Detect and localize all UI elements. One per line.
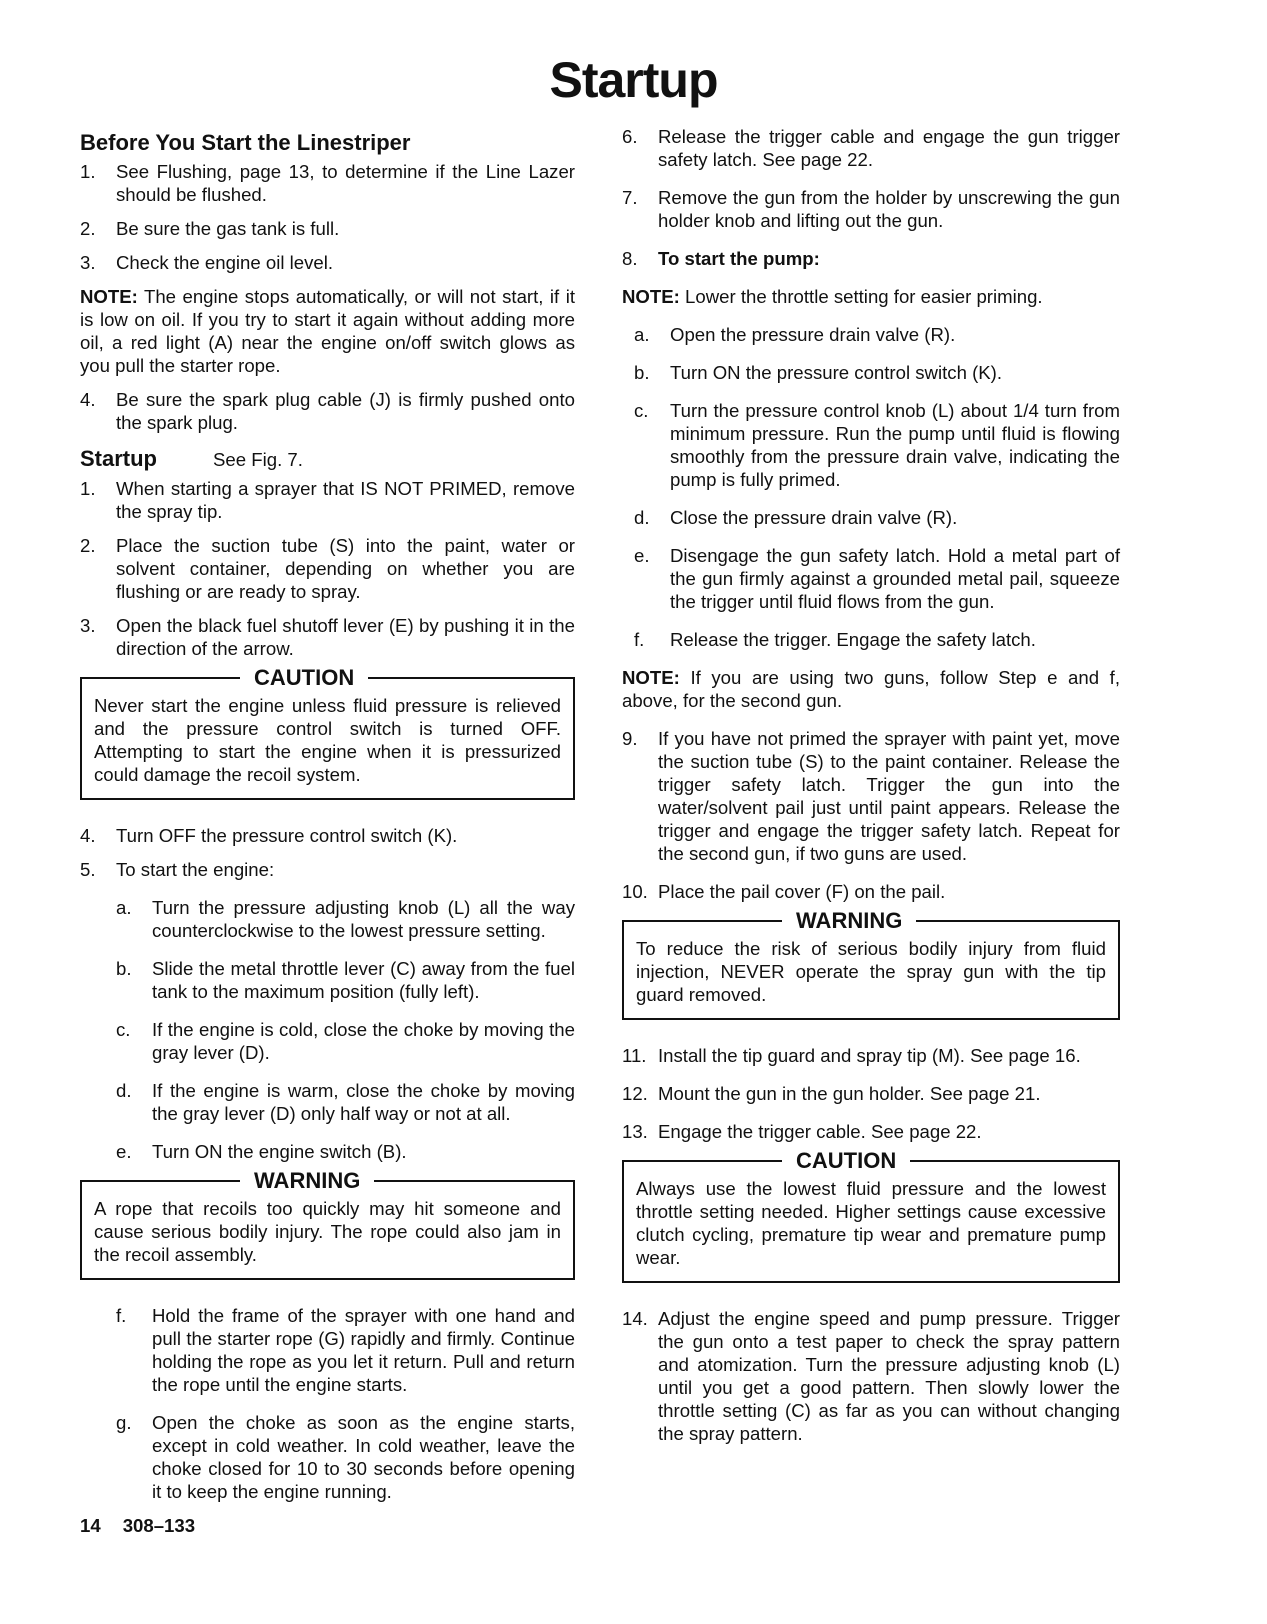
warning-label: WARNING bbox=[782, 909, 916, 933]
list-item: 11. Install the tip guard and spray tip (M). See page 16. bbox=[622, 1045, 1081, 1066]
caution-box bbox=[622, 1148, 1120, 1283]
list-item: 10. Place the pail cover (F) on the pail. bbox=[622, 881, 946, 902]
sub-item: e. Turn ON the engine switch (B). bbox=[116, 1141, 407, 1162]
sub-item: c. If the engine is cold, close the choke by moving the gray lever (D). bbox=[116, 1019, 575, 1063]
list-item: 6. Release the trigger cable and engage the gun trigger safety latch. See page 22. bbox=[622, 126, 1120, 170]
list-item: 1. When starting a sprayer that IS NOT PRIMED, remove the spray tip. bbox=[80, 478, 575, 522]
list-item: 9. If you have not primed the sprayer with paint yet, move the suction tube (S) to the paint container. Release the trigger safety latch. Trigger the gun into the water/solvent pail just until paint appears. Release the trigger and engage the trigger safety latch. Repeat for the second gun, if two guns are used. bbox=[622, 728, 1120, 864]
caution-label: CAUTION bbox=[782, 1149, 910, 1173]
list-item: 8. To start the pump: bbox=[622, 248, 820, 269]
sub-item: c. Turn the pressure control knob (L) about 1/4 turn from minimum pressure. Run the pump until fluid is flowing smoothly from the pressure drain valve, indicating the pump is fully primed. bbox=[634, 400, 1120, 490]
sub-item: a. Open the pressure drain valve (R). bbox=[634, 324, 956, 345]
list-item: 13. Engage the trigger cable. See page 22. bbox=[622, 1121, 982, 1142]
sub-item: f. Release the trigger. Engage the safety latch. bbox=[634, 629, 1036, 650]
list-item: 4. Turn OFF the pressure control switch (K). bbox=[80, 825, 458, 846]
list-item: 2. Be sure the gas tank is full. bbox=[80, 218, 340, 239]
list-item: 12. Mount the gun in the gun holder. See page 21. bbox=[622, 1083, 1041, 1104]
sub-item: b. Slide the metal throttle lever (C) away from the fuel tank to the maximum position (fully left). bbox=[116, 958, 575, 1002]
warning-box bbox=[80, 1168, 575, 1280]
warning-box bbox=[622, 908, 1120, 1020]
note: NOTE: If you are using two guns, follow Step e and f, above, for the second gun. bbox=[622, 667, 1120, 711]
warning-text: To reduce the risk of serious bodily injury from fluid injection, NEVER operate the spray gun with the tip guard removed. bbox=[636, 938, 1106, 1005]
sub-item: e. Disengage the gun safety latch. Hold a metal part of the gun firmly against a grounded metal pail, squeeze the trigger until fluid flows from the gun. bbox=[634, 545, 1120, 612]
sub-item: g. Open the choke as soon as the engine starts, except in cold weather. In cold weather, leave the choke closed for 10 to 30 seconds before opening it to keep the engine running. bbox=[116, 1412, 575, 1502]
list-item: 3. Open the black fuel shutoff lever (E) by pushing it in the direction of the arrow. bbox=[80, 615, 575, 659]
caution-label: CAUTION bbox=[240, 666, 368, 690]
caution-box bbox=[80, 665, 575, 800]
caution-text: Never start the engine unless fluid pressure is relieved and the pressure control switch is turned OFF. Attempting to start the engine when it is pressurized could damage the recoil system. bbox=[94, 695, 561, 785]
page-title: Startup bbox=[549, 52, 718, 108]
sub-item: a. Turn the pressure adjusting knob (L) all the way counterclockwise to the lowest pressure setting. bbox=[116, 897, 575, 941]
right-column bbox=[622, 125, 1120, 1456]
sub-item: b. Turn ON the pressure control switch (K). bbox=[634, 362, 1003, 383]
note: NOTE: The engine stops automatically, or will not start, if it is low on oil. If you try to start it again without adding more oil, a red light (A) near the engine on/off switch glows as you pull the starter rope. bbox=[80, 286, 575, 376]
sub-item: f. Hold the frame of the sprayer with one hand and pull the starter rope (G) rapidly and firmly. Continue holding the rope as you let it return. Pull and return the rope until the engine starts. bbox=[116, 1305, 575, 1395]
page-footer bbox=[80, 1514, 217, 1537]
left-column bbox=[80, 129, 575, 1518]
note: NOTE: Lower the throttle setting for easier priming. bbox=[622, 286, 1043, 307]
warning-text: A rope that recoils too quickly may hit someone and cause serious bodily injury. The rope could also jam in the recoil assembly. bbox=[94, 1198, 561, 1265]
section-heading: Before You Start the Linestriper bbox=[80, 130, 411, 155]
section-heading: Startup See Fig. 7. bbox=[80, 446, 303, 471]
page-number: 14 bbox=[80, 1515, 101, 1536]
list-item: 3. Check the engine oil level. bbox=[80, 252, 334, 273]
list-item: 5. To start the engine: bbox=[80, 859, 275, 880]
list-item: 14. Adjust the engine speed and pump pressure. Trigger the gun onto a test paper to check the spray pattern and atomization. Turn the pressure adjusting knob (L) until you get a good pattern. Then slowly lower the throttle setting (C) as far as you can without changing the spray pattern. bbox=[622, 1308, 1120, 1444]
list-item: 1. See Flushing, page 13, to determine if the Line Lazer should be flushed. bbox=[80, 161, 575, 205]
warning-label: WARNING bbox=[240, 1169, 374, 1193]
sub-item: d. If the engine is warm, close the choke by moving the gray lever (D) only half way or not at all. bbox=[116, 1080, 575, 1124]
list-item: 2. Place the suction tube (S) into the paint, water or solvent container, depending on whether you are flushing or are ready to spray. bbox=[80, 535, 575, 602]
caution-text: Always use the lowest fluid pressure and the lowest throttle setting needed. Higher settings cause excessive clutch cycling, premature tip wear and premature pump wear. bbox=[636, 1178, 1106, 1268]
sub-item: d. Close the pressure drain valve (R). bbox=[634, 507, 958, 528]
list-item: 4. Be sure the spark plug cable (J) is firmly pushed onto the spark plug. bbox=[80, 389, 575, 433]
list-item: 7. Remove the gun from the holder by unscrewing the gun holder knob and lifting out the gun. bbox=[622, 187, 1120, 231]
document-number: 308–133 bbox=[122, 1515, 196, 1536]
